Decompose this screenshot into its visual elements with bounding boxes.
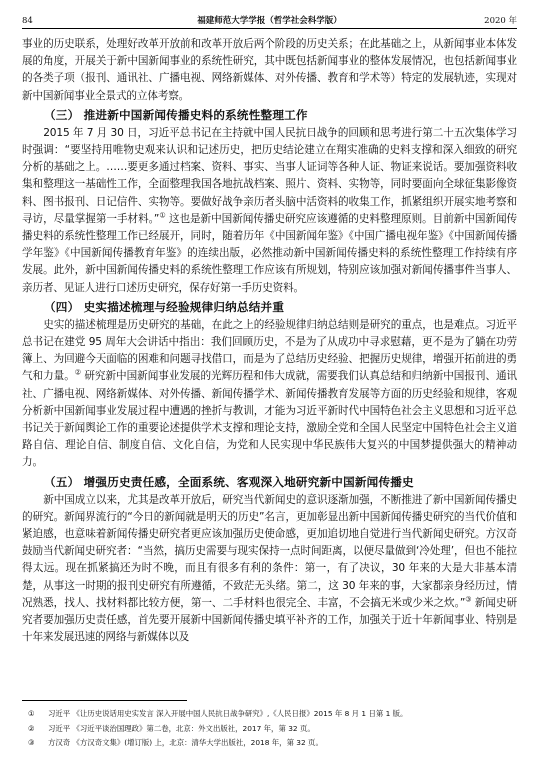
footnote-3 — [22, 736, 517, 751]
footnote-2 — [22, 722, 517, 737]
section-3-text-b: 这也是新中国新闻传播史研究应该遵循的史料整理原则。目前新中国新闻传播史料的系统性整理工作已经展开，同时，随着历年《中国新闻年鉴》《中国广播电视年鉴》《中国新闻传播学年鉴》《中国新闻传播教育年鉴》的连续出版，必然推动新中国新闻传播史料的系统性整理工作持续有序发展。此外，新中国新闻传播史料的系统性整理工作应该有所规划，特别应该加强对新闻传播事件当事人、亲历者、见证人进行口述历史研究，保存好第一手历史资料。 — [22, 212, 517, 294]
footnotes — [22, 707, 517, 751]
section-3-text-a: 2015 年 7 月 30 日，习近平总书记在主持就中国人民抗日战争的回顾和思考进行第二十五次集体学习时强调：“要坚持用唯物史观来认识和记述历史，把历史结论建立在翔实准确的史料支撑和深入细致的研究分析的基础之上。……要更多通过档案、资料、事实、当事人证词等各种人证、物证来说话。要加强资料收集和整理这一基础性工作，全面整理我国各地抗战档案、照片、资料、实物等，同时要面向全球征集影像资料、图书报刊、日记信件、实物等。要做好战争亲历者头脑中活资料的收集工作，抓紧组织开展实地考察和寻访，尽量掌握第一手材料。” — [22, 126, 517, 225]
section-5-paragraph — [22, 492, 517, 647]
intro-paragraph: 事业的历史联系，处理好改革开放前和改革开放后两个阶段的历史关系；在此基础之上，从新闻事业本体发展的角度，开展关于新中国新闻事业的系统性研究，其中既包括新闻事业的整体发展情况，也包括新闻事业的各类子项（报刊、通讯社、广播电视、网络新媒体、对外传播、教育和学术等）特定的发展轨迹，实现对新中国新闻事业全景式的立体考察。 — [22, 38, 517, 102]
section-3-paragraph — [22, 125, 517, 297]
footnote-mark-1: ① — [28, 709, 35, 718]
section-heading-3: （三） 推进新中国新闻传播史料的系统性整理工作 — [44, 107, 308, 122]
footnote-1 — [22, 707, 517, 722]
footnote-text-3: 方汉奇 《方汉奇文集》(增订版) 上，北京：清华大学出版社，2018 年，第 32 页。 — [48, 738, 323, 747]
section-5-text-b: 新闻史研究者要加强历史责任感，首先要开展新中国新闻传播史填平补齐的工作，加强关于近十年新闻事业、特别是十年来发展迅速的网络与新媒体以及 — [22, 596, 517, 644]
section-4-paragraph — [22, 317, 517, 472]
section-4-text-b: 研究新中国新闻事业发展的光辉历程和伟大成就，需要我们认真总结和归纳新中国报刊、通讯社、广播电视、网络新媒体、对外传播、新闻传播学术、新闻传播教育发展等方面的历史经验和规律，客观分析新中国新闻事业发展过程中遭遇的挫折与教训，才能为习近平新时代中国特色社会主义思想和习近平总书记关于新闻舆论工作的重要论述提供学术支撑和理论支持，激励全党和全国人民坚定中国特色社会主义道路自信、理论自信、制度自信、文化自信，为党和人民实现中华民族伟大复兴的中国梦提供强大的精神动力。 — [22, 370, 517, 469]
section-4-text-a: 史实的描述梳理是历史研究的基础，在此之上的经验规律归纳总结则是研究的重点，也是难点。习近平总书记在建党 95 周年大会讲话中指出：我们回顾历史，不是为了从成功中寻求慰藉，更不是为了躺在功劳簿上、为回避今天面临的困难和问题寻找借口，而是为了总结历史经验、把握历史规律，增强开拓前进的勇气和力量。 — [22, 318, 517, 383]
section-heading-5: （五） 增强历史责任感，全面系统、客观深入地研究新中国新闻传播史 — [44, 474, 414, 489]
footnote-text-1: 习近平 《让历史说话用史实发言 深入开展中国人民抗日战争研究》,《人民日报》2015 年 8 月 1 日第 1 版。 — [48, 709, 408, 718]
footnote-text-2: 习近平 《习近平谈治国理政》第二卷，北京：外文出版社，2017 年，第 32 页。 — [48, 723, 315, 733]
footnote-ref-1[interactable]: ① — [159, 211, 166, 220]
page-number: 84 — [22, 16, 33, 26]
footnote-ref-3[interactable]: ③ — [465, 595, 472, 604]
footnote-separator — [22, 700, 187, 701]
footnote-mark-2: ② — [28, 723, 35, 733]
footnote-ref-2[interactable]: ② — [74, 368, 82, 377]
section-heading-4: （四） 史实描述梳理与经验规律归纳总结并重 — [44, 299, 285, 314]
journal-title: 福建师范大学学报（哲学社会科学版） — [197, 16, 342, 26]
footnote-mark-3: ③ — [28, 738, 35, 747]
section-5-text-a: 新中国成立以来，尤其是改革开放后，研究当代新闻史的意识逐渐加强，不断推进了新中国新闻传播史的研究。新闻界流行的“今日的新闻就是明天的历史”名言，更加彰显出新中国新闻传播史研究的当代价值和紧迫感，也意味着新闻传播史研究者更应该加强历史使命感，更加追切地自觉进行当代新闻史研究。方汉奇鼓励当代新闻史研究者：“当然，搞历史需要与现实保持一点时间距离，以便尽量做到‘冷处理’，但也不能拉得太远。现在抓紧搞还为时不晚，而且有很多有利的条件：第一，有了决议，30 年来的大是大非基本清楚，从事这一时期的报刊史研究有所遵循，不致茫无头绪。第二，这 30 年来的事，大家都亲身经历过，情况熟悉，找人、找材料都比较方便，第一、二手材料也很完全、丰富，不会搞无米或少米之炊。” — [22, 493, 517, 609]
running-header — [22, 14, 517, 29]
publication-year: 2020 年 — [484, 16, 517, 26]
article-body — [22, 36, 517, 647]
